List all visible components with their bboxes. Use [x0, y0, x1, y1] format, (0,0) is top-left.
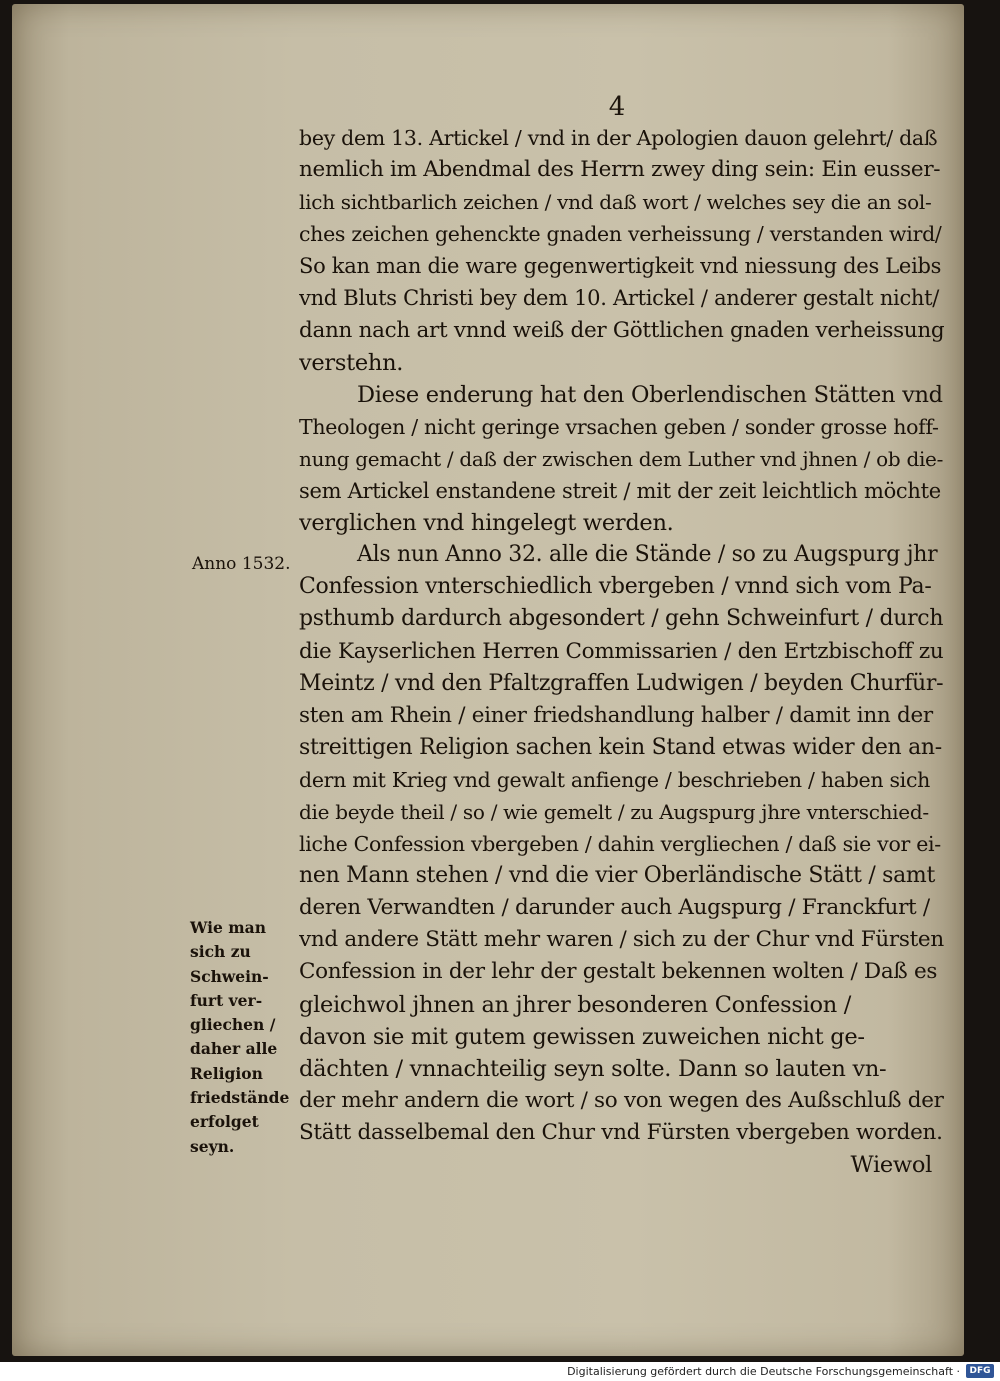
text-line: nung gemacht / daß der zwischen dem Luther vnd jhnen / ob die- — [299, 446, 944, 471]
text-line: dächten / vnnachteilig seyn solte. Dann so lauten vn- — [299, 1055, 887, 1082]
text-line: Theologen / nicht geringe vrsachen geben / sonder grosse hoff- — [299, 414, 939, 439]
text-line: vnd Bluts Christi bey dem 10. Artickel / anderer gestalt nicht/ — [299, 286, 940, 311]
text-line: lich sichtbarlich zeichen / vnd daß wort / welches sey die an sol- — [299, 190, 932, 215]
catchword: Wiewol — [850, 1152, 932, 1178]
margin-note-line: seyn. — [190, 1136, 235, 1156]
margin-note-line: friedstände — [190, 1088, 290, 1108]
margin-note-line: gliechen / — [190, 1015, 276, 1035]
text-line: streittigen Religion sachen kein Stand etwas wider den an- — [299, 734, 942, 760]
text-line: sten am Rhein / einer friedshandlung halber / damit inn der — [299, 702, 933, 728]
text-line: Confession vnterschiedlich vbergeben / vnnd sich vom Pa- — [299, 574, 932, 600]
text-line: dern mit Krieg vnd gewalt anfienge / beschrieben / haben sich — [299, 767, 931, 792]
text-line: verglichen vnd hingelegt werden. — [299, 510, 674, 537]
text-line: So kan man die ware gegenwertigkeit vnd niessung des Leibs — [299, 254, 942, 279]
text-line: psthumb dardurch abgesondert / gehn Schweinfurt / durch — [299, 606, 944, 632]
text-line: Diese enderung hat den Oberlendischen Stätten vnd — [357, 381, 943, 408]
margin-year-note: Anno 1532. — [192, 554, 291, 574]
text-line: der mehr andern die wort / so von wegen des Außschluß der — [299, 1087, 944, 1113]
text-line: dann nach art vnnd weiß der Göttlichen gnaden verheissung — [299, 317, 944, 343]
footer-bar — [0, 1362, 1000, 1381]
text-line: Confession in der lehr der gestalt bekennen wolten / Daß es — [299, 959, 938, 985]
text-line: die beyde theil / so / wie gemelt / zu Augspurg jhre vnterschied- — [299, 799, 929, 824]
text-line: sem Artickel enstandene streit / mit der zeit leichtlich möchte — [299, 479, 941, 504]
margin-note-line: furt ver- — [190, 990, 263, 1010]
funding-credit: Digitalisierung gefördert durch die Deutsche Forschungsgemeinschaft · — [567, 1365, 960, 1378]
dfg-logo: DFG — [966, 1364, 994, 1378]
margin-note-line: erfolget — [190, 1112, 259, 1132]
margin-note — [190, 916, 294, 1159]
margin-note-line: Wie man — [190, 918, 266, 937]
text-line: Als nun Anno 32. alle die Stände / so zu Augspurg jhr — [357, 542, 938, 568]
text-line: nemlich im Abendmal des Herrn zwey ding sein: Ein eusser- — [299, 157, 941, 183]
text-line: nen Mann stehen / vnd die vier Oberländische Stätt / samt — [299, 863, 936, 889]
margin-note-line: Schwein- — [190, 966, 269, 986]
margin-note-line: sich zu — [190, 942, 251, 962]
text-line: vnd andere Stätt mehr waren / sich zu der Chur vnd Fürsten — [299, 927, 944, 953]
book-page — [12, 4, 964, 1356]
page-number: 4 — [608, 92, 626, 122]
text-line: verstehn. — [299, 349, 404, 376]
body-text — [299, 122, 944, 1181]
text-line: deren Verwandten / darunder auch Augspurg / Franckfurt / — [299, 895, 930, 921]
text-line: liche Confession vbergeben / dahin vergliechen / daß sie vor ei- — [299, 832, 941, 857]
margin-note-line: Religion — [190, 1063, 263, 1083]
text-line: die Kayserlichen Herren Commissarien / den Ertzbischoff zu — [299, 638, 944, 664]
margin-note-line: daher alle — [190, 1039, 278, 1059]
text-line: ches zeichen gehenckte gnaden verheissung / verstanden wird/ — [299, 222, 942, 247]
text-line: bey dem 13. Artickel / vnd in der Apologien dauon gelehrt/ daß — [299, 126, 938, 150]
text-line: Stätt dasselbemal den Chur vnd Fürsten vbergeben worden. — [299, 1119, 943, 1145]
text-line: gleichwol jhnen an jhrer besonderen Confession / — [299, 991, 852, 1018]
text-line: Meintz / vnd den Pfaltzgraffen Ludwigen / beyden Churfür- — [299, 670, 944, 696]
text-line: davon sie mit gutem gewissen zuweichen nicht ge- — [299, 1023, 865, 1050]
